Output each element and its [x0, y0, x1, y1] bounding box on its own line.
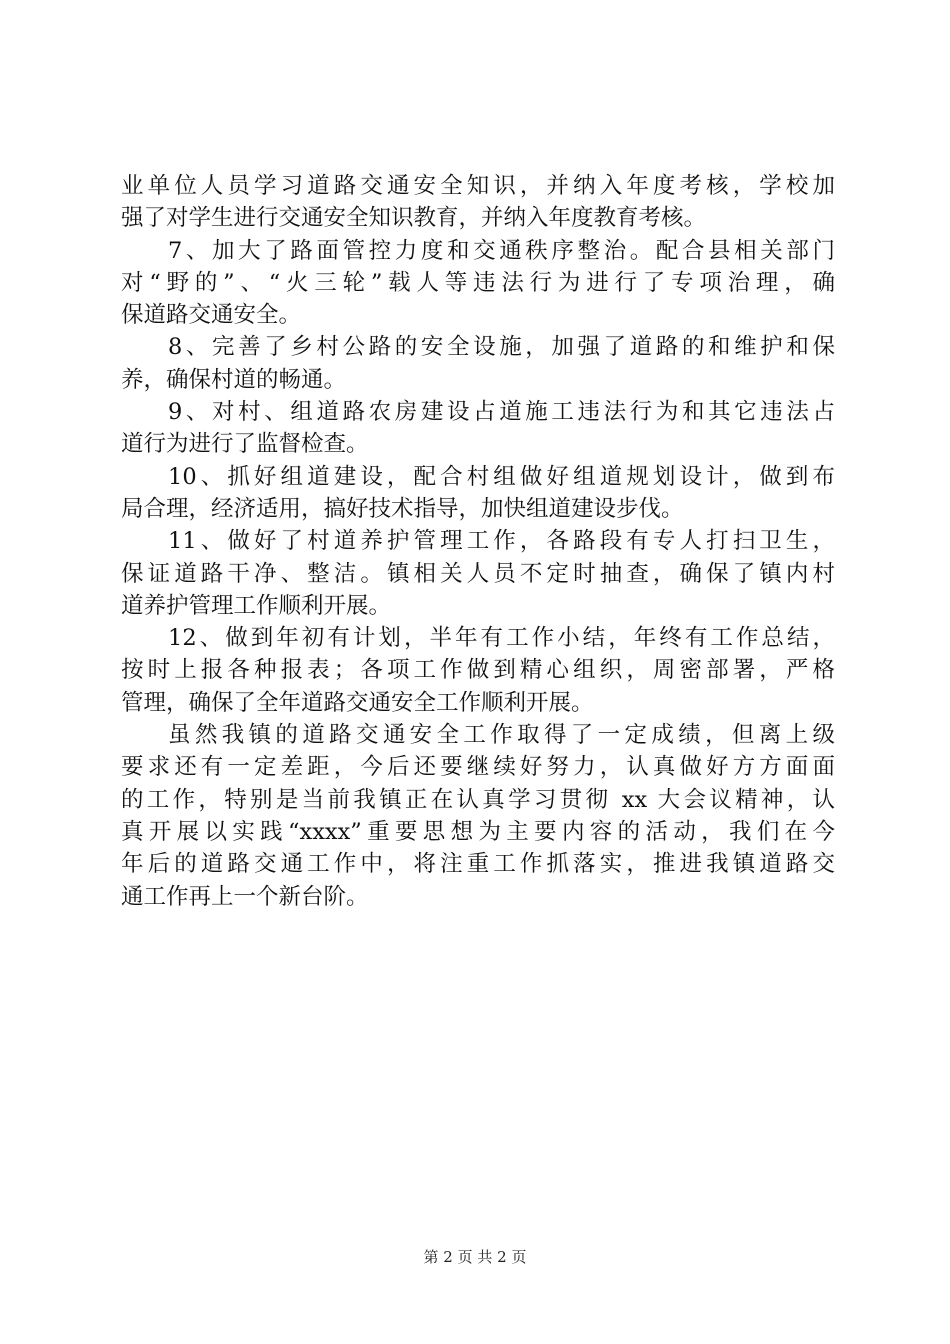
paragraph — [121, 461, 835, 526]
text-line: 道行为进行了监督检查。 — [121, 431, 369, 458]
text-line: 的工作，特别是当前我镇正在认真学习贯彻 xx 大会议精神，认 — [121, 786, 835, 813]
text-line: 管理，确保了全年道路交通安全工作顺利开展。 — [121, 689, 594, 716]
paragraph — [121, 622, 835, 719]
text-line: 对“野的”、“火三轮”载人等违法行为进行了专项治理，确 — [121, 269, 835, 296]
paragraph — [121, 235, 835, 332]
text-line: 10、抓好组道建设，配合村组做好组道规划设计，做到布 — [168, 463, 835, 490]
paragraph — [121, 331, 835, 396]
text-line: 虽然我镇的道路交通安全工作取得了一定成绩，但离上级 — [168, 722, 835, 749]
text-line: 9、对村、组道路农房建设占道施工违法行为和其它违法占 — [168, 399, 835, 426]
text-line: 局合理，经济适用，搞好技术指导，加快组道建设步伐。 — [121, 495, 684, 522]
document-body — [121, 170, 835, 913]
text-line: 业单位人员学习道路交通安全知识，并纳入年度考核，学校加 — [121, 173, 835, 199]
text-line: 真开展以实践“xxxx”重要思想为主要内容的活动，我们在今 — [121, 818, 835, 845]
text-line: 保道路交通安全。 — [121, 302, 302, 329]
text-line: 7、加大了路面管控力度和交通秩序整治。配合县相关部门 — [168, 237, 835, 264]
text-line: 年后的道路交通工作中，将注重工作抓落实，推进我镇道路交 — [121, 851, 835, 878]
text-line: 强了对学生进行交通安全知识教育，并纳入年度教育考核。 — [121, 205, 707, 232]
text-line: 要求还有一定差距，今后还要继续好努力，认真做好方方面面 — [121, 754, 835, 781]
text-line: 通工作再上一个新台阶。 — [121, 883, 369, 910]
text-line: 11、做好了村道养护管理工作，各路段有专人打扫卫生， — [168, 528, 835, 555]
paragraph — [121, 396, 835, 461]
text-line: 保证道路干净、整洁。镇相关人员不定时抽查，确保了镇内村 — [121, 560, 835, 587]
paragraph — [121, 525, 835, 622]
paragraph — [121, 170, 835, 235]
text-line: 按时上报各种报表；各项工作做到精心组织，周密部署，严格 — [121, 657, 835, 684]
text-line: 12、做到年初有计划，半年有工作小结，年终有工作总结， — [168, 625, 835, 652]
text-line: 养，确保村道的畅通。 — [121, 366, 347, 393]
page-footer: 第 2 页 共 2 页 — [423, 1248, 527, 1266]
paragraph — [121, 719, 835, 913]
text-line: 道养护管理工作顺利开展。 — [121, 592, 392, 619]
text-line: 8、完善了乡村公路的安全设施，加强了道路的和维护和保 — [168, 334, 835, 361]
